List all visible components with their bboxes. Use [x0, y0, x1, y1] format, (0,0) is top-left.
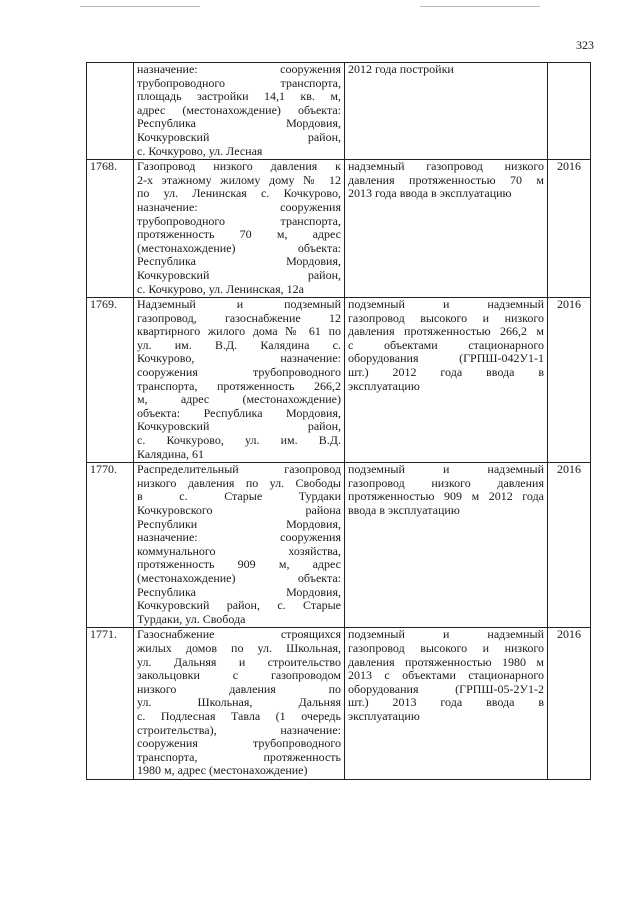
- object-description-cell: [134, 463, 345, 628]
- object-text-line: 2-х этажному жилому дому № 12: [137, 172, 341, 187]
- object-text-line: квартирного жилого дома № 61 по: [137, 324, 341, 339]
- object-text-line: Распределительный газопровод: [137, 462, 341, 477]
- object-text-line: с. Кочкурово, ул. им. В.Д.: [137, 433, 341, 448]
- year-cell: 2016: [548, 160, 591, 298]
- characteristics-text-line: эксплуатацию: [348, 378, 420, 393]
- characteristics-text-line: эксплуатацию: [348, 708, 420, 723]
- characteristics-text-line: 2013 с объектами стационарного: [348, 668, 544, 683]
- characteristics-cell: [345, 63, 548, 160]
- object-text-line: 1980 м, адрес (местонахождение): [137, 763, 308, 778]
- object-text-line: ул. Школьная, Дальняя: [137, 695, 341, 710]
- object-text-line: назначение: сооружения: [137, 530, 341, 545]
- row-number: 1771.: [87, 628, 134, 780]
- object-text-line: адрес (местонахождение) объекта:: [137, 102, 341, 117]
- characteristics-text-line: 2012 года постройки: [348, 62, 454, 76]
- object-text-line: Кочкуровский район, с. Старые: [137, 598, 341, 613]
- object-text-line: м, адрес (местонахождение): [137, 392, 341, 407]
- object-text-line: трубопроводного транспорта,: [137, 75, 341, 90]
- year-cell: 2016: [548, 298, 591, 463]
- object-description-cell: [134, 160, 345, 298]
- object-text-line: Республика Мордовия,: [137, 584, 341, 599]
- row-number: [87, 63, 134, 160]
- object-text-line: сооружения трубопроводного: [137, 365, 341, 380]
- object-text-line: назначение: сооружения: [137, 199, 341, 214]
- characteristics-text-line: оборудования (ГРПШ-05-2У1-2: [348, 681, 544, 696]
- table-row: [87, 63, 591, 160]
- characteristics-text-line: 2013 года ввода в эксплуатацию: [348, 186, 512, 201]
- characteristics-text-line: шт.) 2012 года ввода в: [348, 365, 544, 380]
- characteristics-text-line: протяженностью 909 м 2012 года: [348, 489, 544, 504]
- object-text-line: (местонахождение) объекта:: [137, 240, 341, 255]
- characteristics-text-line: ввода в эксплуатацию: [348, 503, 460, 517]
- table-row: [87, 298, 591, 463]
- object-text-line: сооружения трубопроводного: [137, 736, 341, 751]
- object-text-line: Кочкуровский район,: [137, 129, 341, 144]
- row-number: 1769.: [87, 298, 134, 463]
- object-text-line: трубопроводного транспорта,: [137, 213, 341, 228]
- object-text-line: Республика Мордовия,: [137, 254, 341, 269]
- object-text-line: жилых домов по ул. Школьная,: [137, 640, 341, 655]
- object-text-line: протяженность 909 м, адрес: [137, 557, 341, 572]
- object-text-line: Калядина, 61: [137, 446, 205, 461]
- page-number: 323: [576, 38, 594, 52]
- object-description-cell: [134, 63, 345, 160]
- characteristics-text-line: подземный и надземный: [348, 627, 544, 642]
- characteristics-text-line: с объектами стационарного: [348, 337, 544, 352]
- object-text-line: Кочкуровский район,: [137, 267, 341, 282]
- object-text-line: транспорта, протяженность 266,2: [137, 378, 341, 393]
- object-text-line: с. Кочкурово, ул. Лесная: [137, 143, 263, 158]
- property-registry-table: [86, 62, 591, 780]
- object-text-line: Республики Мордовия,: [137, 516, 341, 531]
- characteristics-text-line: надземный газопровод низкого: [348, 159, 544, 174]
- object-text-line: низкого давления по ул. Свободы: [137, 475, 341, 490]
- object-text-line: Надземный и подземный: [137, 297, 341, 312]
- object-text-line: назначение: сооружения: [137, 62, 341, 76]
- scan-artifact: [420, 6, 540, 7]
- row-number: 1770.: [87, 463, 134, 628]
- object-text-line: низкого давления по: [137, 681, 341, 696]
- row-number: 1768.: [87, 160, 134, 298]
- object-text-line: Кочкуровского района: [137, 503, 341, 517]
- object-text-line: Республика Мордовия,: [137, 116, 341, 131]
- object-text-line: с. Подлесная Тавла (1 очередь: [137, 708, 341, 723]
- object-text-line: протяженность 70 м, адрес: [137, 227, 341, 242]
- object-text-line: строительства), назначение:: [137, 722, 341, 737]
- characteristics-text-line: подземный и надземный: [348, 462, 544, 477]
- characteristics-cell: [345, 160, 548, 298]
- characteristics-cell: [345, 298, 548, 463]
- object-text-line: Газопровод низкого давления к: [137, 159, 341, 174]
- object-text-line: по ул. Ленинская с. Кочкурово,: [137, 186, 341, 201]
- characteristics-text-line: давления протяженностью 70 м: [348, 172, 544, 187]
- object-text-line: коммунального хозяйства,: [137, 543, 341, 558]
- table-row: [87, 160, 591, 298]
- object-text-line: закольцовки с газопроводом: [137, 668, 341, 683]
- table-row: [87, 628, 591, 780]
- year-cell: 2016: [548, 463, 591, 628]
- object-text-line: площадь застройки 14,1 кв. м,: [137, 89, 341, 104]
- object-text-line: ул. Дальняя и строительство: [137, 654, 341, 669]
- characteristics-text-line: давления протяженностью 266,2 м: [348, 324, 544, 339]
- object-text-line: (местонахождение) объекта:: [137, 570, 341, 585]
- table-row: [87, 463, 591, 628]
- object-description-cell: [134, 628, 345, 780]
- object-text-line: Кочкуровский район,: [137, 419, 341, 434]
- characteristics-cell: [345, 463, 548, 628]
- object-text-line: транспорта, протяженность: [137, 749, 341, 764]
- characteristics-text-line: давления протяженностью 1980 м: [348, 654, 544, 669]
- year-cell: [548, 63, 591, 160]
- object-text-line: Кочкурово, назначение:: [137, 351, 341, 366]
- characteristics-text-line: газопровод низкого давления: [348, 475, 544, 490]
- object-text-line: ул. им. В.Д. Калядина с.: [137, 337, 341, 352]
- characteristics-text-line: газопровод высокого и низкого: [348, 310, 544, 325]
- characteristics-text-line: газопровод высокого и низкого: [348, 640, 544, 655]
- object-text-line: Турдаки, ул. Свобода: [137, 611, 246, 626]
- characteristics-text-line: шт.) 2013 года ввода в: [348, 695, 544, 710]
- characteristics-cell: [345, 628, 548, 780]
- object-text-line: объекта: Республика Мордовия,: [137, 405, 341, 420]
- object-text-line: с. Кочкурово, ул. Ленинская, 12а: [137, 281, 304, 296]
- scan-artifact: [80, 6, 200, 7]
- year-cell: 2016: [548, 628, 591, 780]
- object-text-line: Газоснабжение строящихся: [137, 627, 341, 642]
- object-text-line: газопровод, газоснабжение 12: [137, 310, 341, 325]
- object-text-line: в с. Старые Турдаки: [137, 489, 341, 504]
- characteristics-text-line: подземный и надземный: [348, 297, 544, 312]
- object-description-cell: [134, 298, 345, 463]
- characteristics-text-line: оборудования (ГРПШ-042У1-1: [348, 351, 544, 366]
